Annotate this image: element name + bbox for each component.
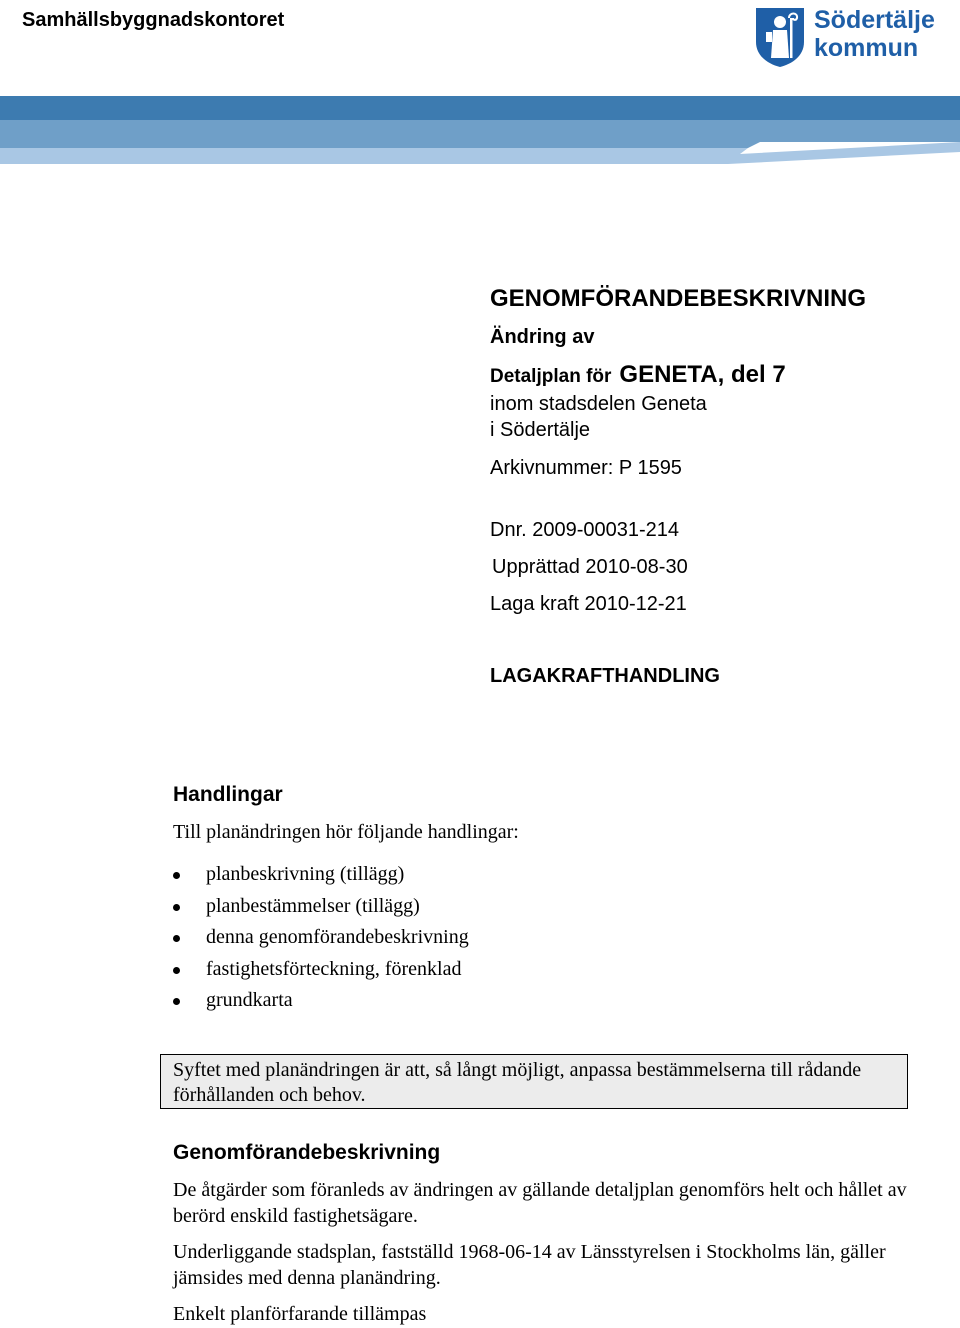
list-item: planbestämmelser (tillägg)	[173, 891, 893, 923]
document-status: LAGAKRAFTHANDLING	[490, 665, 720, 687]
logo-wordmark	[814, 6, 935, 62]
municipal-crest-icon	[754, 6, 806, 68]
genomforande-heading: Genomförandebeskrivning	[173, 1141, 441, 1164]
documents-list	[173, 859, 893, 1017]
handlingar-heading: Handlingar	[173, 783, 283, 806]
handlingar-intro: Till planändringen hör följande handlingar:	[173, 821, 519, 843]
genomforande-section	[173, 1139, 913, 1327]
municipality-logo	[754, 6, 934, 68]
list-item: fastighetsförteckning, förenklad	[173, 954, 893, 986]
district-line: inom stadsdelen Geneta	[490, 393, 707, 415]
logo-line-2: kommun	[814, 34, 919, 62]
handlingar-section	[173, 781, 893, 1017]
diary-number: Dnr. 2009-00031-214	[490, 519, 680, 541]
plan-line	[490, 362, 930, 391]
archive-number: Arkivnummer: P 1595	[490, 457, 682, 479]
plan-label: Detaljplan för	[490, 366, 612, 387]
document-subtitle: Ändring av	[490, 326, 595, 348]
plan-name: GENETA, del 7	[619, 361, 786, 388]
in-force-date: Laga kraft 2010-12-21	[490, 593, 687, 615]
list-item: planbeskrivning (tillägg)	[173, 859, 893, 891]
band-stripe-mid	[0, 120, 960, 148]
city-line: i Södertälje	[490, 419, 591, 441]
paragraph: Underliggande stadsplan, fastställd 1968-06-14 av Länsstyrelsen i Stockholms län, gäller jämsides med denna planändring.	[173, 1241, 886, 1289]
paragraph: De åtgärder som föranleds av ändringen av gällande detaljplan genomförs helt och hållet av berörd enskild fastighetsägare.	[173, 1179, 907, 1227]
department-name: Samhällsbyggnadskontoret	[22, 9, 285, 31]
logo-line-1: Södertälje	[814, 6, 935, 34]
document-title: GENOMFÖRANDEBESKRIVNING	[490, 285, 867, 312]
purpose-box: Syftet med planändringen är att, så långt möjligt, anpassa bestämmelserna till rådande förhållanden och behov.	[160, 1054, 908, 1109]
list-item: grundkarta	[173, 985, 893, 1017]
header-band	[0, 96, 960, 164]
list-item: denna genomförandebeskrivning	[173, 922, 893, 954]
title-block	[490, 284, 930, 689]
paragraph: Enkelt planförfarande tillämpas	[173, 1303, 427, 1325]
band-stripe-dark	[0, 96, 960, 120]
established-date: Upprättad 2010-08-30	[492, 556, 688, 578]
